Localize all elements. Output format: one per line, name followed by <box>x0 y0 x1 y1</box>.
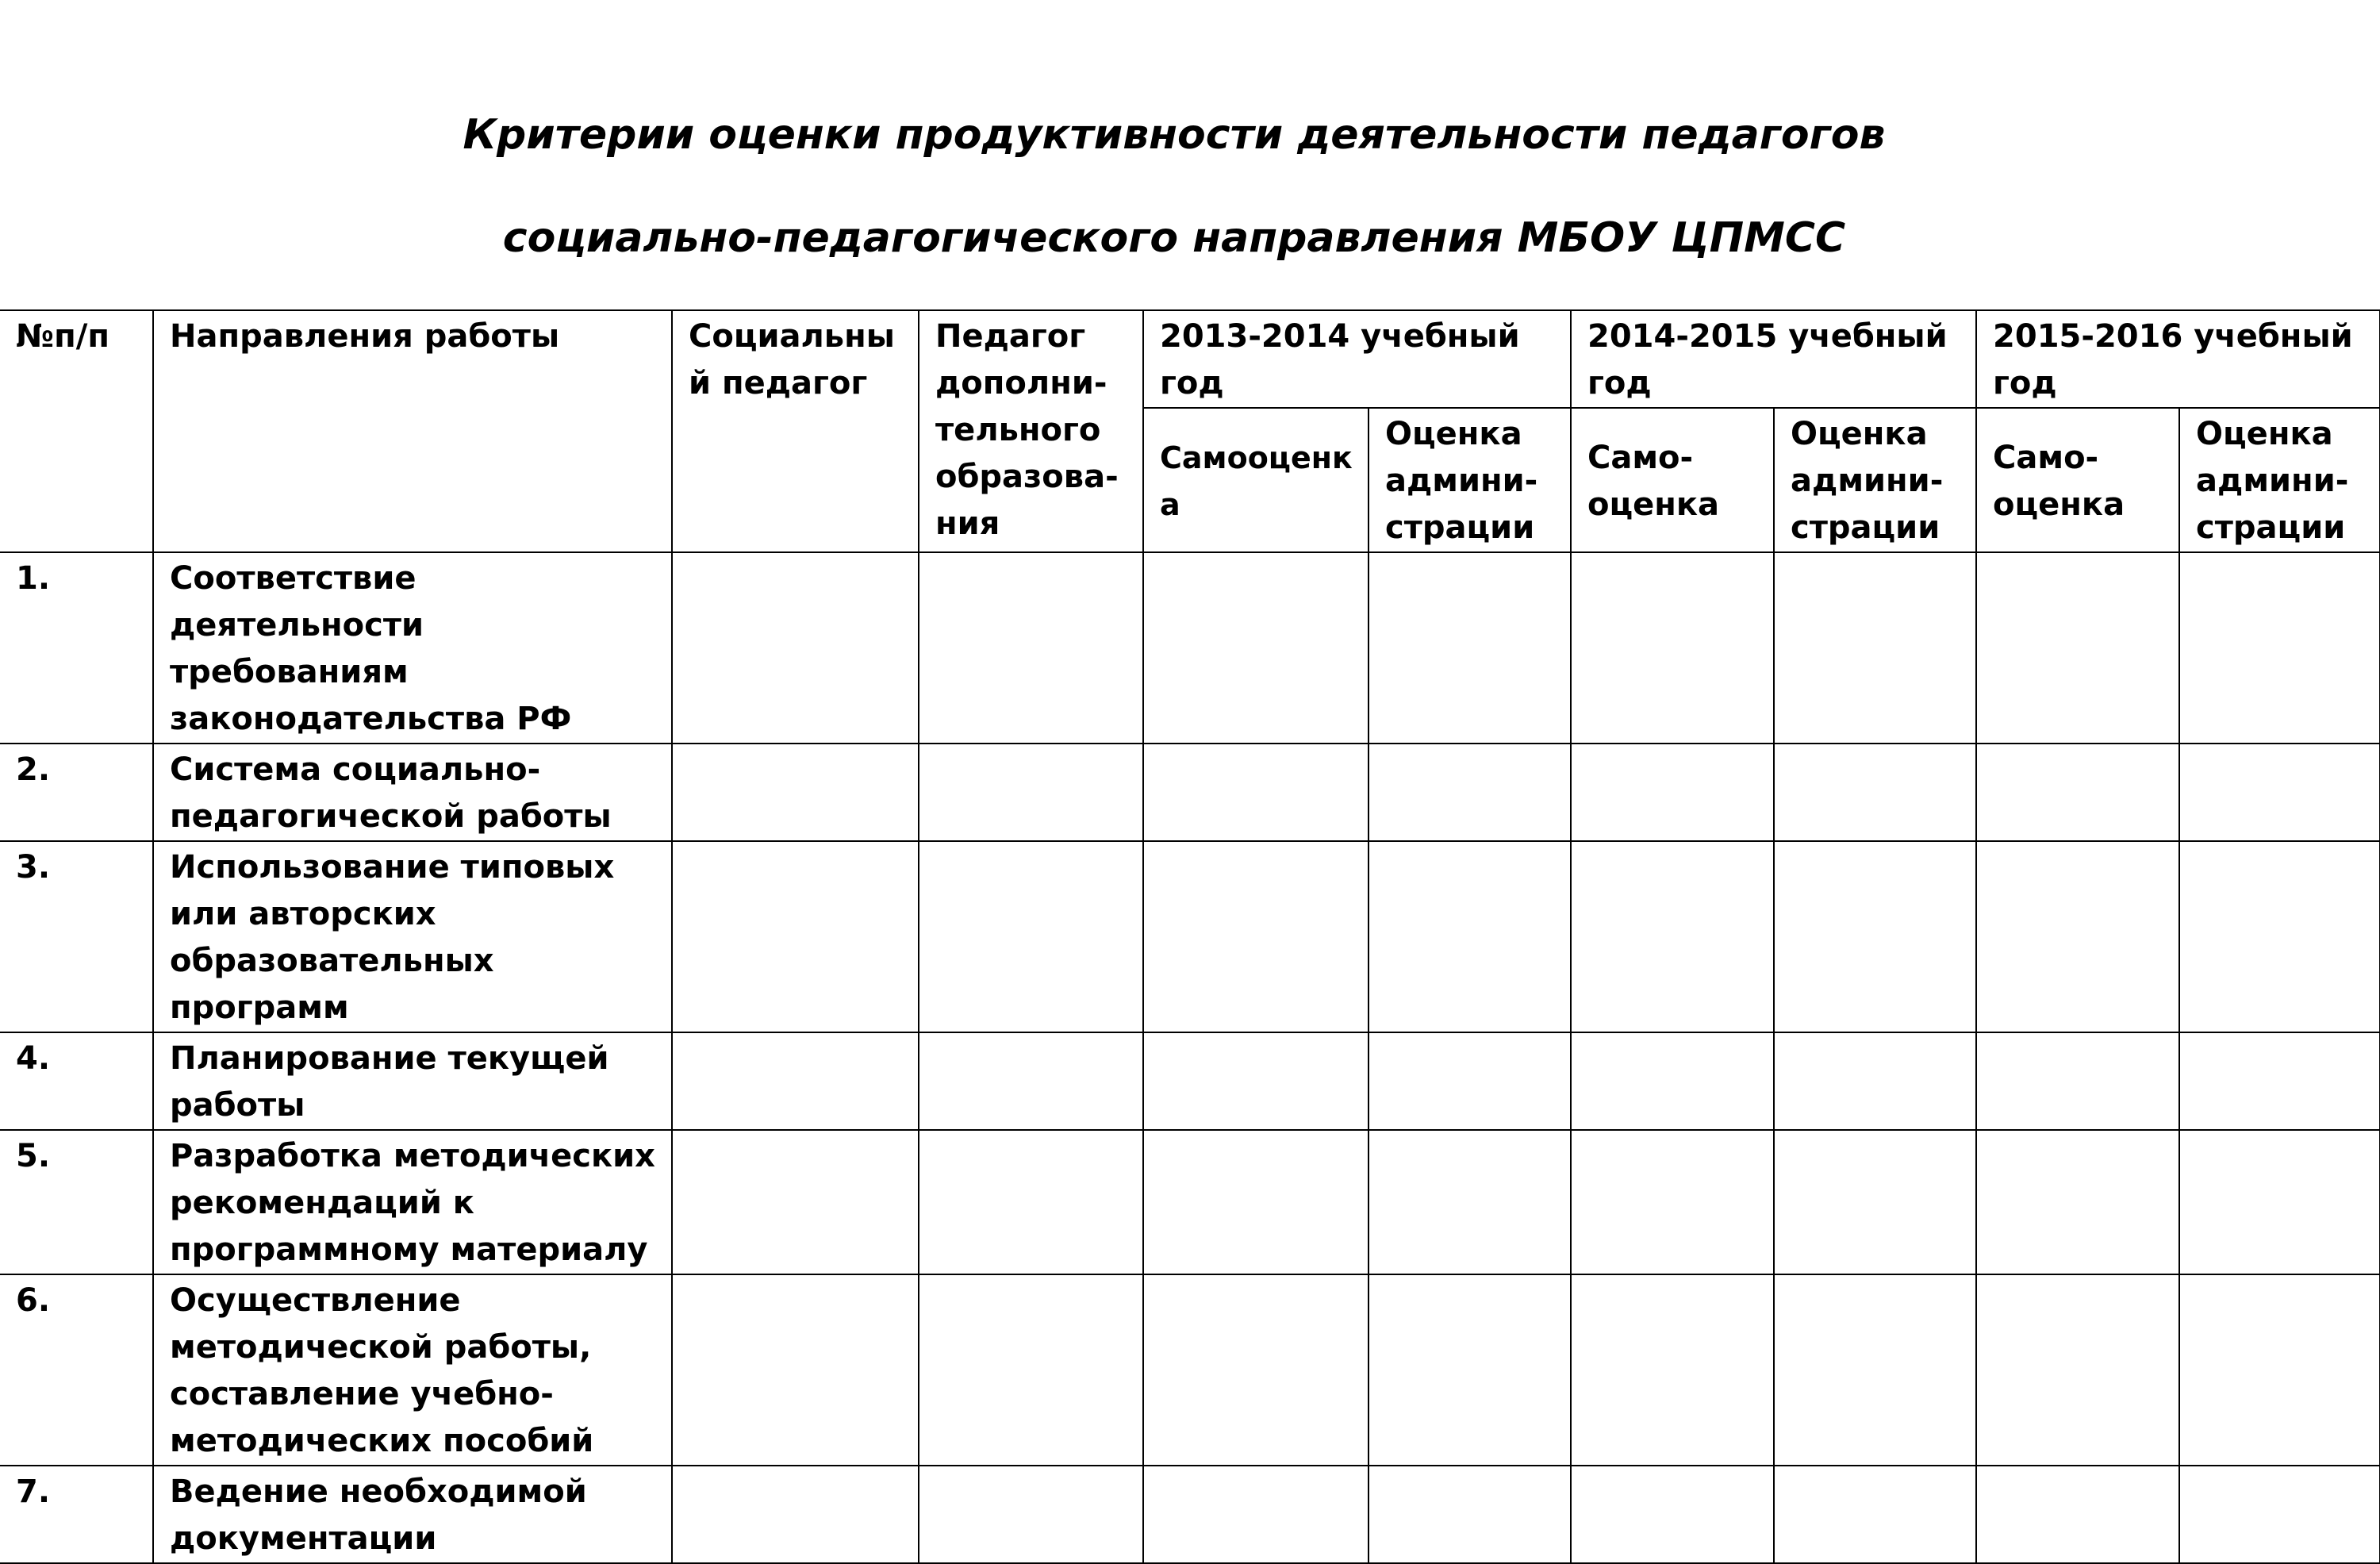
cell-admin-2014 <box>1774 552 1976 744</box>
cell-social-pedagogue <box>672 1032 919 1130</box>
cell-admin-2013 <box>1368 1274 1571 1466</box>
cell-self-2014 <box>1571 552 1774 744</box>
cell-self-2015 <box>1976 1274 2179 1466</box>
cell-admin-2013 <box>1368 744 1571 841</box>
header-social-pedagogue: Социальный педагог <box>672 310 919 552</box>
header-year-2014-2015: 2014-2015 учебный год <box>1571 310 1976 408</box>
cell-self-2015 <box>1976 1032 2179 1130</box>
cell-self-2014 <box>1571 841 1774 1032</box>
cell-self-2014 <box>1571 1274 1774 1466</box>
cell-additional-teacher <box>919 1466 1143 1563</box>
row-number: 2. <box>0 744 153 841</box>
cell-self-2014 <box>1571 1130 1774 1274</box>
cell-social-pedagogue <box>672 1466 919 1563</box>
cell-admin-2015 <box>2179 1466 2380 1563</box>
cell-self-2015 <box>1976 841 2179 1032</box>
cell-additional-teacher <box>919 1032 1143 1130</box>
header-admin-assessment-2015: Оценка админи-страции <box>2179 408 2380 552</box>
row-direction: Соответствие деятельности требованиям законодательства РФ <box>153 552 672 744</box>
cell-additional-teacher <box>919 841 1143 1032</box>
cell-admin-2015 <box>2179 552 2380 744</box>
cell-self-2013 <box>1143 1032 1368 1130</box>
cell-social-pedagogue <box>672 552 919 744</box>
cell-additional-teacher <box>919 1130 1143 1274</box>
row-direction: Осуществление методической работы, составление учебно-методических пособий <box>153 1274 672 1466</box>
row-direction: Разработка методических рекомендаций к программному материалу <box>153 1130 672 1274</box>
cell-social-pedagogue <box>672 744 919 841</box>
cell-admin-2013 <box>1368 1466 1571 1563</box>
cell-self-2014 <box>1571 1466 1774 1563</box>
cell-self-2013 <box>1143 1130 1368 1274</box>
cell-admin-2015 <box>2179 841 2380 1032</box>
cell-additional-teacher <box>919 552 1143 744</box>
cell-additional-teacher <box>919 744 1143 841</box>
cell-social-pedagogue <box>672 1130 919 1274</box>
row-number: 7. <box>0 1466 153 1563</box>
row-number: 6. <box>0 1274 153 1466</box>
header-self-assessment-2014: Само-оценка <box>1571 408 1774 552</box>
cell-self-2014 <box>1571 744 1774 841</box>
cell-self-2014 <box>1571 1032 1774 1130</box>
row-number: 5. <box>0 1130 153 1274</box>
cell-self-2015 <box>1976 1466 2179 1563</box>
row-direction: Использование типовых или авторских образовательных программ <box>153 841 672 1032</box>
criteria-table <box>0 309 2380 1564</box>
cell-self-2015 <box>1976 1130 2179 1274</box>
table-row <box>0 1130 2380 1274</box>
cell-admin-2014 <box>1774 1032 1976 1130</box>
cell-self-2013 <box>1143 552 1368 744</box>
cell-admin-2013 <box>1368 552 1571 744</box>
cell-admin-2015 <box>2179 1274 2380 1466</box>
cell-admin-2015 <box>2179 1130 2380 1274</box>
document-title-line-1: Критерии оценки продуктивности деятельности педагогов <box>463 111 1886 159</box>
row-number: 4. <box>0 1032 153 1130</box>
cell-social-pedagogue <box>672 1274 919 1466</box>
header-direction: Направления работы <box>153 310 672 552</box>
row-number: 3. <box>0 841 153 1032</box>
cell-admin-2013 <box>1368 1032 1571 1130</box>
table-row <box>0 1466 2380 1563</box>
header-admin-assessment-2013: Оценка админи-страции <box>1368 408 1571 552</box>
row-direction: Система социально-педагогической работы <box>153 744 672 841</box>
document-title-line-2: социально-педагогического направления МБОУ ЦПМСС <box>502 214 1846 262</box>
cell-admin-2013 <box>1368 1130 1571 1274</box>
cell-admin-2014 <box>1774 1130 1976 1274</box>
header-additional-teacher: Педагог дополни-тельного образова-ния <box>919 310 1143 552</box>
header-year-2015-2016: 2015-2016 учебный год <box>1976 310 2380 408</box>
header-self-assessment-2013: Самооценка <box>1143 408 1368 552</box>
cell-admin-2015 <box>2179 744 2380 841</box>
header-admin-assessment-2014: Оценка админи-страции <box>1774 408 1976 552</box>
cell-admin-2014 <box>1774 1274 1976 1466</box>
cell-additional-teacher <box>919 1274 1143 1466</box>
cell-admin-2013 <box>1368 841 1571 1032</box>
row-direction: Планирование текущей работы <box>153 1032 672 1130</box>
row-direction: Ведение необходимой документации <box>153 1466 672 1563</box>
table-row <box>0 744 2380 841</box>
cell-self-2013 <box>1143 1274 1368 1466</box>
cell-self-2015 <box>1976 552 2179 744</box>
cell-self-2013 <box>1143 1466 1368 1563</box>
table-row <box>0 1032 2380 1130</box>
cell-admin-2014 <box>1774 744 1976 841</box>
header-row-1 <box>0 310 2380 408</box>
cell-self-2015 <box>1976 744 2179 841</box>
header-number: №п/п <box>0 310 153 552</box>
cell-self-2013 <box>1143 744 1368 841</box>
row-number: 1. <box>0 552 153 744</box>
cell-admin-2014 <box>1774 841 1976 1032</box>
table-row <box>0 841 2380 1032</box>
cell-admin-2015 <box>2179 1032 2380 1130</box>
table-row <box>0 1274 2380 1466</box>
cell-self-2013 <box>1143 841 1368 1032</box>
header-year-2013-2014: 2013-2014 учебный год <box>1143 310 1571 408</box>
table-row <box>0 552 2380 744</box>
cell-social-pedagogue <box>672 841 919 1032</box>
header-self-assessment-2015: Само-оценка <box>1976 408 2179 552</box>
cell-admin-2014 <box>1774 1466 1976 1563</box>
